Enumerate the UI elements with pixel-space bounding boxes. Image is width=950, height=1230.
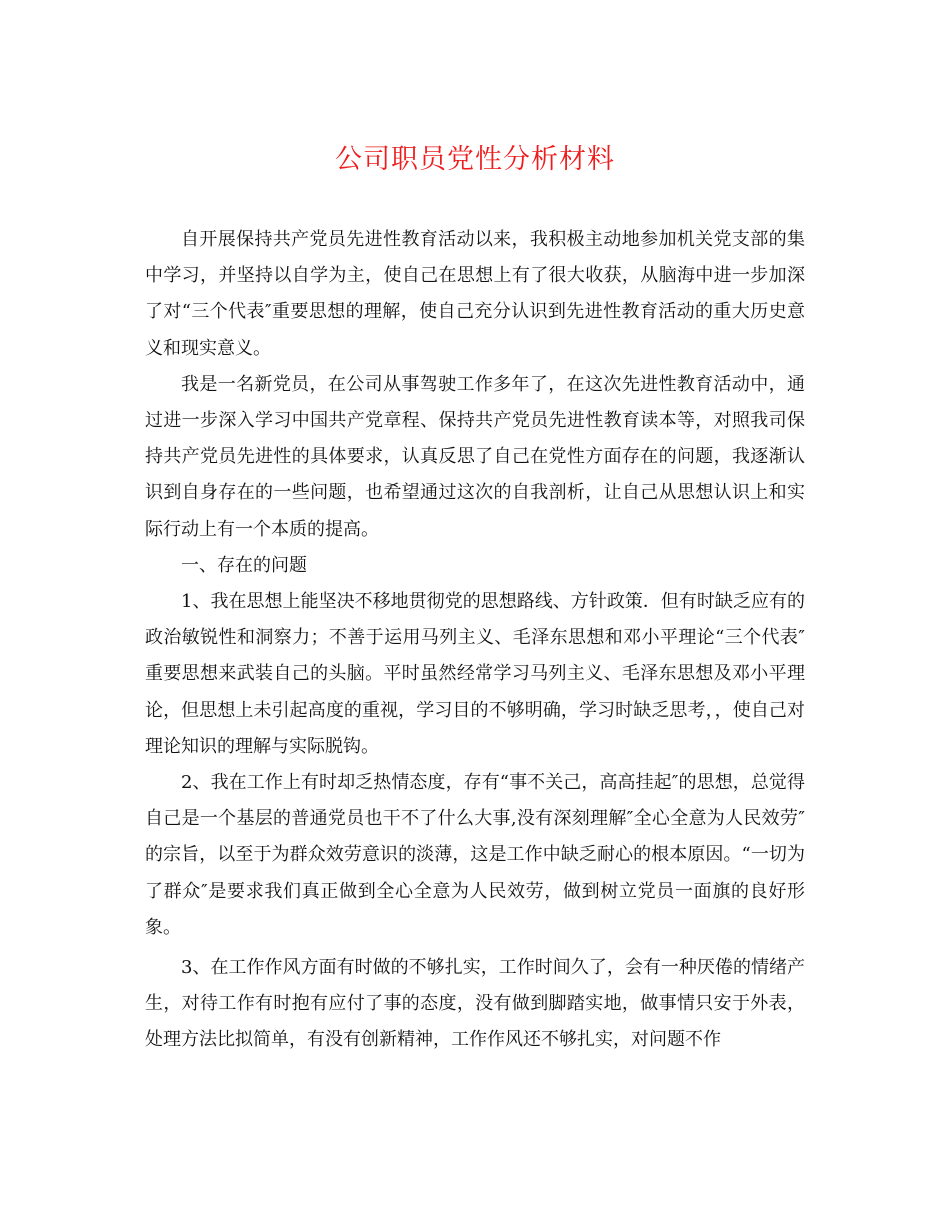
- section-heading-problems: 一、存在的问题: [181, 554, 307, 576]
- paragraph-problem-2: 2、我在工作上有时却乏热情态度，存有“事不关己，高高挂起″的思想，总觉得自己是一个基层的普通党员也干不了什么大事,没有深刻理解″全心全意为人民效劳″的宗旨，以至于为群众效劳意识的淡薄，这是工作中缺乏耐心的根本原因。“一切为了群众″是要求我们真正做到全心全意为人民效劳，做到树立党员一面旗的良好形象。: [145, 772, 805, 938]
- paragraph-problem-1: 1、我在思想上能坚决不移地贯彻党的思想路线、方针政策．但有时缺乏应有的政治敏锐性和洞察力；不善于运用马列主义、毛泽东思想和邓小平理论“三个代表″重要思想来武装自己的头脑。平时虽然经常学习马列主义、毛泽东思想及邓小平理论，但思想上未引起高度的重视，学习目的不够明确，学习时缺乏思考，，使自己对理论知识的理解与实际脱钩。: [145, 591, 805, 757]
- paragraph-problem-3: 3、在工作作风方面有时做的不够扎实，工作时间久了，会有一种厌倦的情绪产生，对待工作有时抱有应付了事的态度，没有做到脚踏实地，做事情只安于外表，处理方法比拟简单，有没有创新精神，工作作风还不够扎实，对问题不作: [145, 957, 805, 1051]
- paragraph-intro: 自开展保持共产党员先进性教育活动以来，我积极主动地参加机关党支部的集中学习，并坚持以自学为主，使自己在思想上有了很大收获，从脑海中进一步加深了对“三个代表″重要思想的理解，使自己充分认识到先进性教育活动的重大历史意义和现实意义。: [145, 229, 805, 359]
- paragraph-background: 我是一名新党员，在公司从事驾驶工作多年了，在这次先进性教育活动中，通过进一步深入学习中国共产党章程、保持共产党员先进性教育读本等，对照我司保持共产党员先进性的具体要求，认真反思了自己在党性方面存在的问题，我逐渐认识到自身存在的一些问题，也希望通过这次的自我剖析，让自己从思想认识上和实际行动上有一个本质的提高。: [145, 373, 805, 540]
- document-body: [145, 222, 805, 1059]
- document-title: 公司职员党性分析材料: [335, 144, 615, 175]
